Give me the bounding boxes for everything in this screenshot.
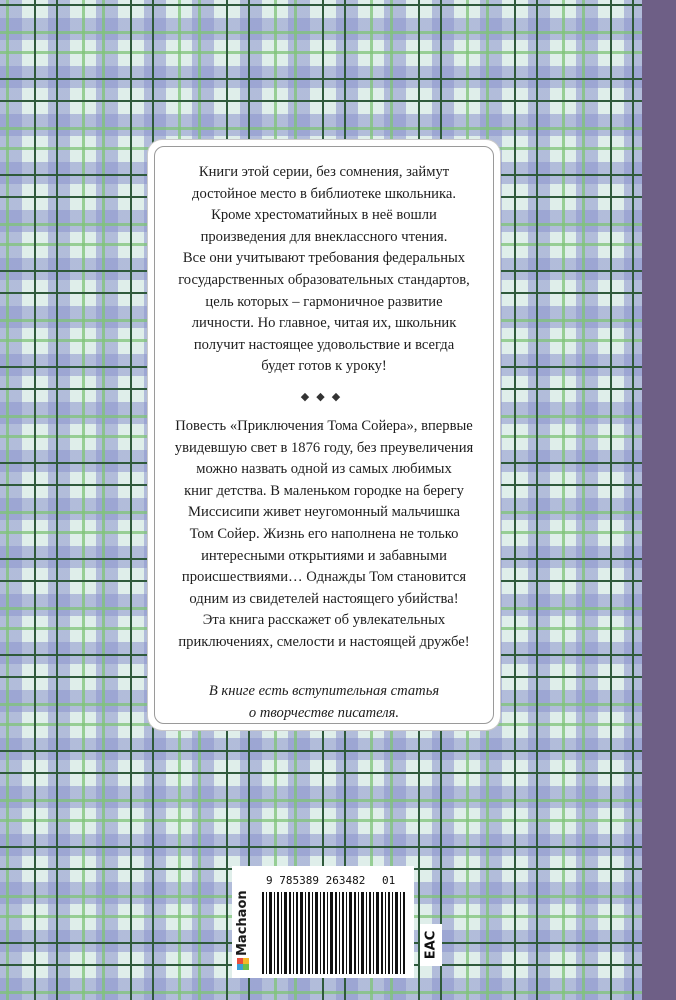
story-line: книг детства. В маленьком городке на берегу [184, 482, 464, 499]
story-line: интересными открытиями и забавными [201, 547, 447, 564]
spine-strip [642, 0, 676, 1000]
story-line: Миссисипи живет неугомонный мальчишка [188, 504, 460, 521]
story-line: происшествиями… Однажды Том становится [181, 569, 467, 586]
story-line: одним из свидетелей настоящего убийства! [189, 590, 459, 607]
intro-line: получит настоящее удовольствие и всегда [193, 336, 455, 353]
publisher-mark-icon [237, 958, 249, 970]
intro-line: Кроме хрестоматийных в неё вошли [211, 207, 437, 224]
barcode-addon: 01 [382, 874, 396, 887]
barcode-number: 9 785389 263482 [266, 874, 366, 887]
intro-line: достойное место в библиотеке школьника. [192, 185, 456, 202]
story-line: Повесть «Приключения Тома Сойера», впервые [175, 417, 473, 434]
diamond-ornament-divider: ◆◆◆ [300, 390, 348, 403]
barcode-bars [232, 866, 414, 978]
intro-line: государственных образовательных стандартов, [178, 271, 470, 288]
intro-line: произведения для внеклассного чтения. [200, 228, 448, 245]
description-text [164, 162, 484, 725]
intro-line: личности. Но главное, читая их, школьник [191, 315, 457, 332]
intro-article-note [164, 681, 484, 724]
eac-certification-mark [420, 924, 442, 966]
publisher-logo [232, 866, 254, 978]
intro-line: Книги этой серии, без сомнения, займут [198, 164, 450, 180]
note-line: В книге есть вступительная статья [208, 683, 440, 700]
story-line: увидевшую свет в 1876 году, без преувеличения [174, 439, 474, 456]
publisher-name: Machaon [235, 890, 250, 956]
series-intro-paragraph [164, 162, 484, 378]
story-line: можно назвать одной из самых любимых [196, 461, 452, 478]
story-line: Эта книга расскажет об увлекательных [202, 612, 446, 629]
intro-line: будет готов к уроку! [261, 358, 387, 375]
eac-text: EAC [423, 930, 439, 960]
intro-line: Все они учитывают требования федеральных [182, 250, 466, 267]
story-line: Том Сойер. Жизнь его наполнена не только [189, 525, 459, 542]
story-line: приключениях, смелости и настоящей дружбе! [178, 633, 470, 650]
barcode-area [232, 866, 414, 978]
description-panel [148, 140, 500, 730]
note-line: о творчестве писателя. [248, 705, 400, 722]
intro-line: цель которых – гармоничное развитие [205, 293, 443, 310]
story-description-paragraph [164, 416, 484, 654]
